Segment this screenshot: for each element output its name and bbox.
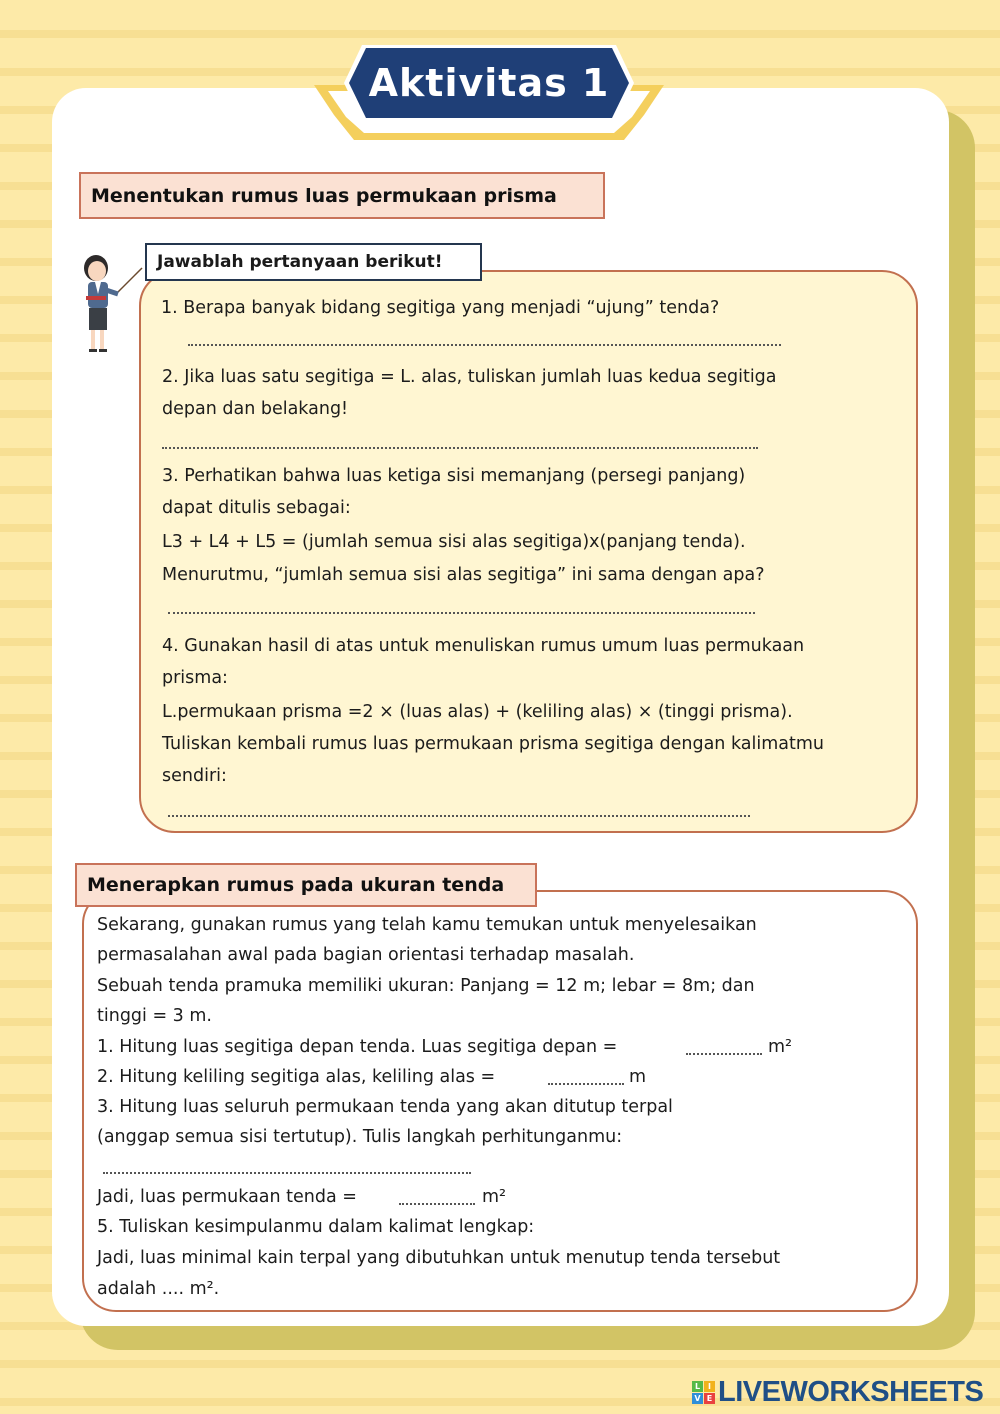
question-4-ask: Tuliskan kembali rumus luas permukaan prisma segitiga dengan kalimatmu bbox=[162, 734, 824, 754]
question-4-cont: prisma: bbox=[162, 668, 228, 688]
apply-question-3-cont: (anggap semua sisi tertutup). Tulis langkah perhitunganmu: bbox=[97, 1127, 623, 1147]
logo-mark-icon bbox=[692, 1381, 715, 1404]
apply-intro-cont: permasalahan awal pada bagian orientasi terhadap masalah. bbox=[97, 945, 635, 965]
liveworksheets-logo[interactable] bbox=[692, 1376, 983, 1409]
question-3: 3. Perhatikan bahwa luas ketiga sisi memanjang (persegi panjang) bbox=[162, 466, 746, 486]
answer-field-1[interactable] bbox=[188, 344, 781, 346]
answer-field-4[interactable] bbox=[168, 815, 750, 817]
logo-letter: V bbox=[692, 1393, 703, 1404]
answer-calculation-steps[interactable] bbox=[103, 1172, 471, 1174]
apply-question-2: 2. Hitung keliling segitiga alas, keliling alas = bbox=[97, 1067, 496, 1087]
instruction-label: Jawablah pertanyaan berikut! bbox=[145, 243, 482, 281]
unit-m2-2: m² bbox=[482, 1187, 507, 1207]
tent-dimensions: Sebuah tenda pramuka memiliki ukuran: Panjang = 12 m; lebar = 8m; dan bbox=[97, 976, 755, 996]
banner-title: Aktivitas 1 bbox=[368, 61, 610, 105]
question-2: 2. Jika luas satu segitiga = L. alas, tuliskan jumlah luas kedua segitiga bbox=[162, 367, 777, 387]
logo-letter: L bbox=[692, 1381, 703, 1392]
teacher-pointer-icon bbox=[76, 250, 146, 356]
apply-question-5: 5. Tuliskan kesimpulanmu dalam kalimat lengkap: bbox=[97, 1217, 535, 1237]
tent-dimensions-cont: tinggi = 3 m. bbox=[97, 1006, 212, 1026]
activity-banner bbox=[314, 45, 664, 145]
apply-question-1: 1. Hitung luas segitiga depan tenda. Luas segitiga depan = bbox=[97, 1037, 618, 1057]
unit-m: m bbox=[629, 1067, 647, 1087]
total-area-label: Jadi, luas permukaan tenda = bbox=[97, 1187, 357, 1207]
answer-field-2[interactable] bbox=[162, 447, 758, 449]
question-2-cont: depan dan belakang! bbox=[162, 399, 349, 419]
question-4: 4. Gunakan hasil di atas untuk menuliskan rumus umum luas permukaan bbox=[162, 636, 805, 656]
answer-perimeter[interactable] bbox=[548, 1083, 624, 1085]
section-heading-formula: Menentukan rumus luas permukaan prisma bbox=[79, 172, 605, 219]
answer-field-3[interactable] bbox=[168, 612, 755, 614]
unit-m2-1: m² bbox=[768, 1037, 793, 1057]
apply-intro: Sekarang, gunakan rumus yang telah kamu temukan untuk menyelesaikan bbox=[97, 915, 757, 935]
question-4-ask-cont: sendiri: bbox=[162, 766, 227, 786]
question-3-ask: Menurutmu, “jumlah semua sisi alas segitiga” ini sama dengan apa? bbox=[162, 565, 765, 585]
logo-letter: E bbox=[704, 1393, 715, 1404]
question-4-formula: L.permukaan prisma =2 × (luas alas) + (keliling alas) × (tinggi prisma). bbox=[162, 702, 793, 722]
answer-front-triangle-area[interactable] bbox=[686, 1053, 762, 1055]
logo-letter: I bbox=[704, 1381, 715, 1392]
question-3-cont: dapat ditulis sebagai: bbox=[162, 498, 351, 518]
section-heading-apply: Menerapkan rumus pada ukuran tenda bbox=[75, 863, 537, 907]
brand-name: LIVEWORKSHEETS bbox=[718, 1376, 984, 1408]
question-3-formula: L3 + L4 + L5 = (jumlah semua sisi alas segitiga)x(panjang tenda). bbox=[162, 532, 746, 552]
conclusion-text: Jadi, luas minimal kain terpal yang dibutuhkan untuk menutup tenda tersebut bbox=[97, 1248, 781, 1268]
conclusion-text-cont: adalah .... m². bbox=[97, 1279, 220, 1299]
question-1: 1. Berapa banyak bidang segitiga yang menjadi “ujung” tenda? bbox=[161, 298, 720, 318]
apply-question-3: 3. Hitung luas seluruh permukaan tenda yang akan ditutup terpal bbox=[97, 1097, 673, 1117]
answer-total-area[interactable] bbox=[399, 1203, 475, 1205]
